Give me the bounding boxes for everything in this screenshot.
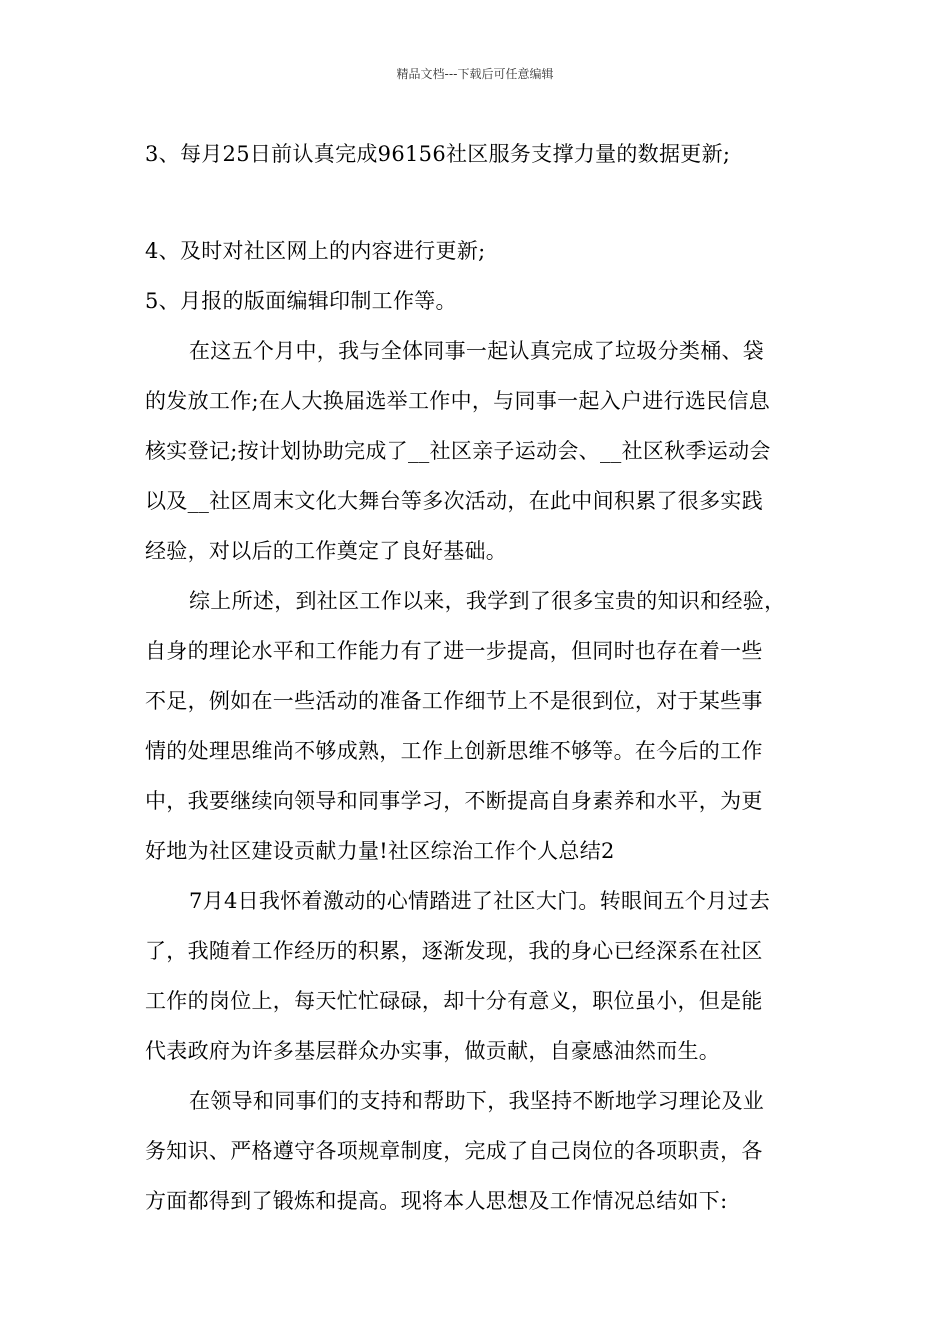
- paragraph-summary: [145, 576, 805, 876]
- paragraph-line: 了，我随着工作经历的积累，逐渐发现，我的身心已经深系在社区: [145, 939, 763, 963]
- paragraph-line: 经验，对以后的工作奠定了良好基础。: [145, 539, 508, 563]
- paragraph-support: [145, 1076, 805, 1226]
- paragraph-line: 综上所述，到社区工作以来，我学到了很多宝贵的知识和经验，: [189, 589, 786, 613]
- paragraph-line: 在这五个月中，我与全体同事一起认真完成了垃圾分类桶、袋: [189, 339, 765, 363]
- paragraph-line: 工作的岗位上，每天忙忙碌碌，却十分有意义，职位虽小，但是能: [145, 989, 763, 1013]
- paragraph-line: 代表政府为许多基层群众办实事，做贡献，自豪感油然而生。: [145, 1039, 721, 1063]
- paragraph-line: 不足，例如在一些活动的准备工作细节上不是很到位，对于某些事: [145, 689, 763, 713]
- paragraph-line: 5、月报的版面编辑印制工作等。: [145, 289, 457, 313]
- paragraph-line: 的发放工作;在人大换届选举工作中，与同事一起入户进行选民信息: [145, 389, 771, 413]
- paragraph-line: 方面都得到了锻炼和提高。现将本人思想及工作情况总结如下:: [145, 1189, 728, 1213]
- paragraph-line: 情的处理思维尚不够成熟，工作上创新思维不够等。在今后的工作: [145, 739, 763, 763]
- paragraph-line: 自身的理论水平和工作能力有了进一步提高，但同时也存在着一些: [145, 639, 763, 663]
- paragraph-july-start: [145, 876, 805, 1076]
- page-header: 精品文档---下载后可任意编辑: [396, 67, 554, 81]
- paragraph-item-4: [145, 226, 805, 276]
- paragraph-line: 以及__社区周末文化大舞台等多次活动，在此中间积累了很多实践: [145, 489, 763, 513]
- paragraph-item-3: [145, 129, 805, 179]
- paragraph-line: 好地为社区建设贡献力量!社区综治工作个人总结2: [145, 839, 615, 863]
- paragraph-item-5: [145, 276, 805, 326]
- paragraph-line: 在领导和同事们的支持和帮助下，我坚持不断地学习理论及业: [189, 1089, 765, 1113]
- paragraph-line: 务知识、严格遵守各项规章制度，完成了自己岗位的各项职责，各: [145, 1139, 763, 1163]
- paragraph-line: 核实登记;按计划协助完成了__社区亲子运动会、__社区秋季运动会: [145, 439, 771, 463]
- paragraph-line: 3、每月25日前认真完成96156社区服务支撑力量的数据更新;: [145, 142, 731, 166]
- paragraph-line: 中，我要继续向领导和同事学习，不断提高自身素养和水平，为更: [145, 789, 763, 813]
- paragraph-line: 7月4日我怀着激动的心情踏进了社区大门。转眼间五个月过去: [189, 889, 771, 913]
- paragraph-five-months: [145, 326, 805, 576]
- paragraph-line: 4、及时对社区网上的内容进行更新;: [145, 239, 486, 263]
- document-body: [145, 129, 805, 1226]
